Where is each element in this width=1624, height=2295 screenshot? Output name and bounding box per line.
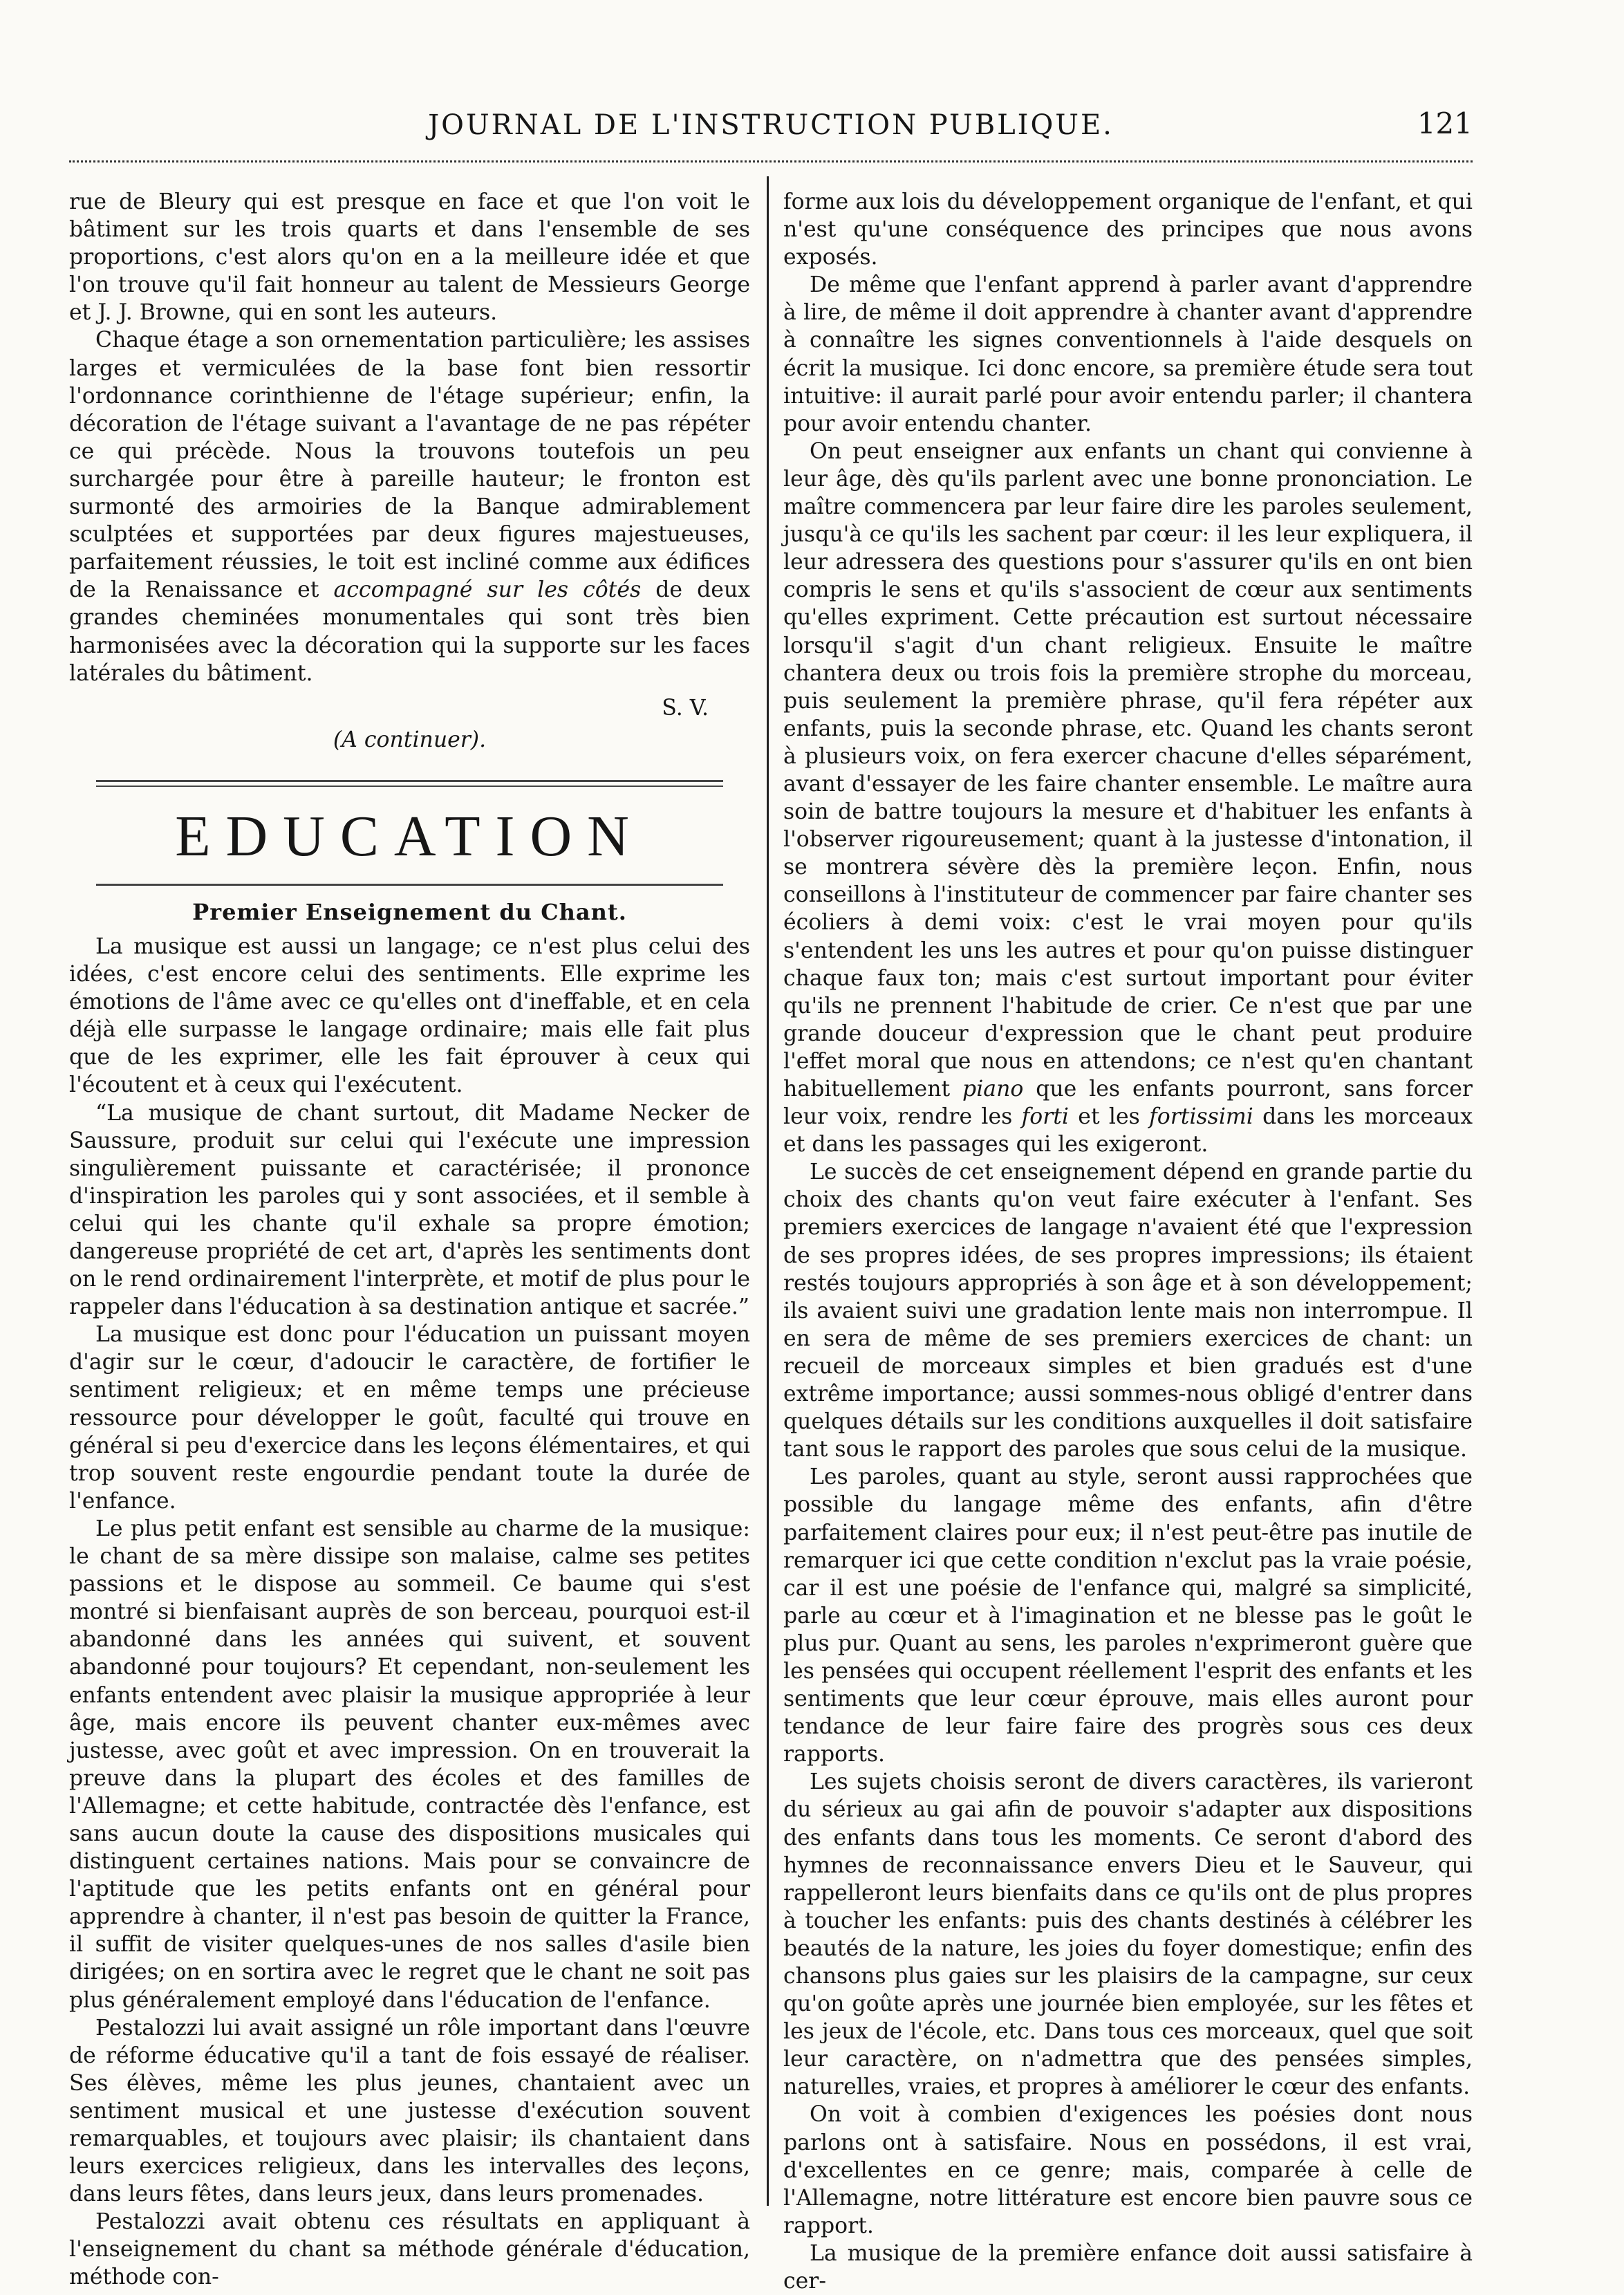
paragraph: “La musique de chant surtout, dit Madame Necker de Saussure, produit sur celui qui l'exécute une impression singulièrement puissante et caractérisée; il prononce d'inspiration les paroles qui y sont associées, et il semble à celui qui les chante qu'il exhale sa propre émotion; dangereuse propriété de cet art, d'après les sentiments dont on le rend ordinairement l'interprète, et motif de plus pour le rappeler dans l'éducation à sa destination antique et sacrée.” xyxy=(69,1100,750,1320)
journal-title: JOURNAL DE L'INSTRUCTION PUBLIQUE. xyxy=(428,109,1114,141)
left-column xyxy=(69,188,750,2292)
paragraph xyxy=(69,326,750,687)
page-number: 121 xyxy=(1417,106,1473,140)
author-signature: S. V. xyxy=(662,695,709,721)
column-divider xyxy=(767,176,769,2206)
text-run: On peut enseigner aux enfants un chant qui convienne à leur âge, dès qu'ils parlent avec une bonne prononciation. Le maître commencera par leur faire dire les paroles seulement, jusqu'à ce qu'ils les sachent par cœur: il les leur expliquera, il leur adressera des questions pour s'assurer qu'ils en ont bien compris le sens et qu'ils s'associent de cœur aux sentiments qu'elles expriment. Cette précaution est surtout nécessaire lorsqu'il s'agit d'un chant religieux. Ensuite le maître chantera deux ou trois fois la première strophe du morceau, puis seulement la première phrase, qu'il fera répéter aux enfants, puis la seconde phrase, etc. Quand les chants seront à plusieurs voix, on fera exercer chacune d'elles séparément, avant d'essayer de les faire chanter ensemble. Le maître aura soin de battre toujours la mesure et d'habituer les enfants à l'observer rigoureusement; quant à la justesse d'intonation, il se montrera sévère dès la première leçon. Enfin, nous conseillons à l'instituteur de commencer par faire chanter ses écoliers à demi voix: c'est le vrai moyen pour qu'ils s'entendent les uns les autres et pour qu'on puisse distinguer chaque faux ton; mais c'est surtout important pour éviter qu'ils ne prennent l'habitude de crier. Ce n'est que par une grande douceur d'expression que le chant peut produire l'effet moral que nous en attendons; ce n'est qu'en chantant habituellement xyxy=(783,438,1473,1102)
section-rule-bottom xyxy=(96,884,722,886)
paragraph: forme aux lois du développement organique de l'enfant, et qui n'est qu'une conséquence des principes que nous avons exposés. xyxy=(783,189,1473,270)
paragraph: De même que l'enfant apprend à parler avant d'apprendre à lire, de même il doit apprendre à chanter avant d'apprendre à connaître les signes conventionnels à l'aide desquels on écrit la musique. Ici donc encore, sa première étude sera tout intuitive: il aurait parlé pour avoir entendu parler; il chantera pour avoir entendu chanter. xyxy=(783,272,1473,436)
paragraph: Les paroles, quant au style, seront aussi rapprochées que possible du langage même des enfants, afin d'être parfaitement claires pour eux; il n'est peut-être pas inutile de remarquer ici que cette condition n'exclut pas la vraie poésie, car il est une poésie de l'enfance qui, malgré sa simplicité, parle au cœur et à l'imagination et ne blesse pas le goût le plus pur. Quant au sens, les paroles n'exprimeront guère que les pensées qui occupent réellement l'esprit des enfants et les sentiments que leur cœur éprouve, mais elles auront pour tendance de leur faire faire des progrès sous ces deux rapports. xyxy=(783,1465,1473,1767)
paragraph: La musique de la première enfance doit aussi satisfaire à cer- xyxy=(783,2240,1473,2294)
paragraph: Pestalozzi avait obtenu ces résultats en appliquant à l'enseignement du chant sa méthode générale d'éducation, méthode con- xyxy=(69,2209,750,2290)
paragraph: Le succès de cet enseignement dépend en grande partie du choix des chants qu'on veut faire exécuter à l'enfant. Ses premiers exercices de langage n'avaient été que l'expression de ses propres idées, de ses propres impressions; ils étaient restés toujours appropriés à son âge et à son développement; ils avaient suivi une gradation lente mais non interrompue. Il en sera de même de ses premiers exercices de chant: un recueil de morceaux simples et bien gradués est d'une extrême importance; aussi sommes-nous obligé d'entrer dans quelques détails sur les conditions auxquelles il doit satisfaire tant sous le rapport des paroles que sous celui de la musique. xyxy=(783,1160,1473,1462)
paragraph: On voit à combien d'exigences les poésies dont nous parlons ont à satisfaire. Nous en possédons, il est vrai, d'excellentes en ce genre; mais, comparée à celle de l'Allemagne, notre littérature est encore bien pauvre sous ce rapport. xyxy=(783,2102,1473,2238)
article-title: Premier Enseignement du Chant. xyxy=(192,898,627,925)
section-rule-top xyxy=(96,780,722,787)
paragraph: La musique est donc pour l'éducation un puissant moyen d'agir sur le cœur, d'adoucir le caractère, de fortifier le sentiment religieux; et en même temps une précieuse ressource pour développer le goût, faculté qui trouve en général si peu d'exercice dans les leçons élémentaires, et qui trop souvent reste engourdie pendant toute la durée de l'enfance. xyxy=(69,1322,750,1514)
paragraph: Les sujets choisis seront de divers caractères, ils varieront du sérieux au gai afin de pouvoir s'adapter aux dispositions des enfants dans tous les moments. Ce seront d'abord des hymnes de reconnaissance envers Dieu et le Sauveur, qui rappelleront leurs bienfaits dans ce qu'ils ont de plus propres à toucher les enfants: puis des chants destinés à célébrer les beautés de la nature, les joies du foyer domestique; enfin des chansons plus gaies sur les plaisirs de la campagne, sur ceux qu'on goûte après une journée bien employée, sur les fêtes et les jeux de l'école, etc. Dans tous ces morceaux, quel que soit leur caractère, on n'admettra que des pensées simples, naturelles, vraies, et propres à améliorer le cœur des enfants. xyxy=(783,1769,1473,2100)
italic-text: forti xyxy=(1021,1104,1069,1130)
text-run: Chaque étage a son ornementation particulière; les assises larges et vermiculées de la base font bien ressortir l'ordonnance corinthienne de l'étage supérieur; enfin, la décoration de l'étage suivant a l'avantage de ne pas répéter ce qui précède. Nous la trouvons toutefois un peu surchargée pour être à pareille hauteur; le fronton est surmonté des armoiries de la Banque admirablement sculptées et supportées par deux figures majestueuses, parfaitement réussies, le toit est incliné comme aux édifices de la Renaissance et xyxy=(69,328,750,603)
header-rule xyxy=(69,160,1473,162)
italic-text: piano xyxy=(962,1077,1024,1102)
paragraph xyxy=(783,438,1473,1158)
italic-text: accompagné sur les côtés xyxy=(333,577,642,603)
paragraph: La musique est aussi un langage; ce n'est plus celui des idées, c'est encore celui des sentiments. Elle exprime les émotions de l'âme avec ce qu'elles ont d'ineffable, et en cela déjà elle surpasse le langage ordinaire; mais elle fait plus que de les exprimer, elle les fait éprouver à ceux qui l'écoutent et à ceux qui l'exécutent. xyxy=(69,933,750,1098)
text-run: de deux grandes cheminées monumentales qui sont très bien harmonisées avec la décoration qui la supporte sur les faces latérales du bâtiment. xyxy=(69,577,750,686)
text-run: dans les morceaux et dans les passages qui les exigeront. xyxy=(783,1104,1473,1158)
paragraph: rue de Bleury qui est presque en face et que l'on voit le bâtiment sur les trois quarts et dans l'ensemble de ses proportions, c'est alors qu'on en a la meilleure idée et que l'on trouve qu'il fait honneur au talent de Messieurs George et J. J. Browne, qui en sont les auteurs. xyxy=(69,189,750,326)
right-column xyxy=(783,188,1473,2295)
paragraph: Le plus petit enfant est sensible au charme de la musique: le chant de sa mère dissipe son malaise, calme ses petites passions et le dispose au sommeil. Ce baume qui s'est montré si bienfaisant auprès de son berceau, pourquoi est-il abandonné dans les années qui suivent, et souvent abandonné pour toujours? Et cependant, non-seulement les enfants entendent avec plaisir la musique appropriée à leur âge, mais encore ils peuvent chanter eux-mêmes avec justesse, avec goût et avec impression. On en trouverait la preuve dans la plupart des écoles et des familles de l'Allemagne; et cette habitude, contractée dès l'enfance, est sans aucun doute la cause des dispositions musicales qui distinguent certaines nations. Mais pour se convaincre de l'aptitude que les petits enfants ont en général pour apprendre à chanter, il n'est pas besoin de quitter la France, il suffit de visiter quelques-unes de nos salles d'asile bien dirigées; on en sortira avec le regret que le chant ne soit pas plus généralement employé dans l'éducation de l'enfance. xyxy=(69,1516,750,2013)
page-header xyxy=(69,104,1473,145)
paragraph: Pestalozzi lui avait assigné un rôle important dans l'œuvre de réforme éducative qu'il a tant de fois essayé de réaliser. Ses élèves, même les plus jeunes, chantaient avec un sentiment musical et une justesse d'exécution souvent remarquables, et toujours avec plaisir; ils chantaient dans leurs exercices religieux, dans les intervalles des leçons, dans leurs fêtes, dans leurs jeux, dans leurs promenades. xyxy=(69,2015,750,2207)
italic-text: fortissimi xyxy=(1149,1104,1253,1130)
section-heading: EDUCATION xyxy=(175,803,644,868)
text-run: et les xyxy=(1078,1104,1140,1130)
to-be-continued: (A continuer). xyxy=(333,727,487,752)
text-run: que les enfants pourront, sans forcer leur voix, rendre les xyxy=(783,1077,1473,1130)
